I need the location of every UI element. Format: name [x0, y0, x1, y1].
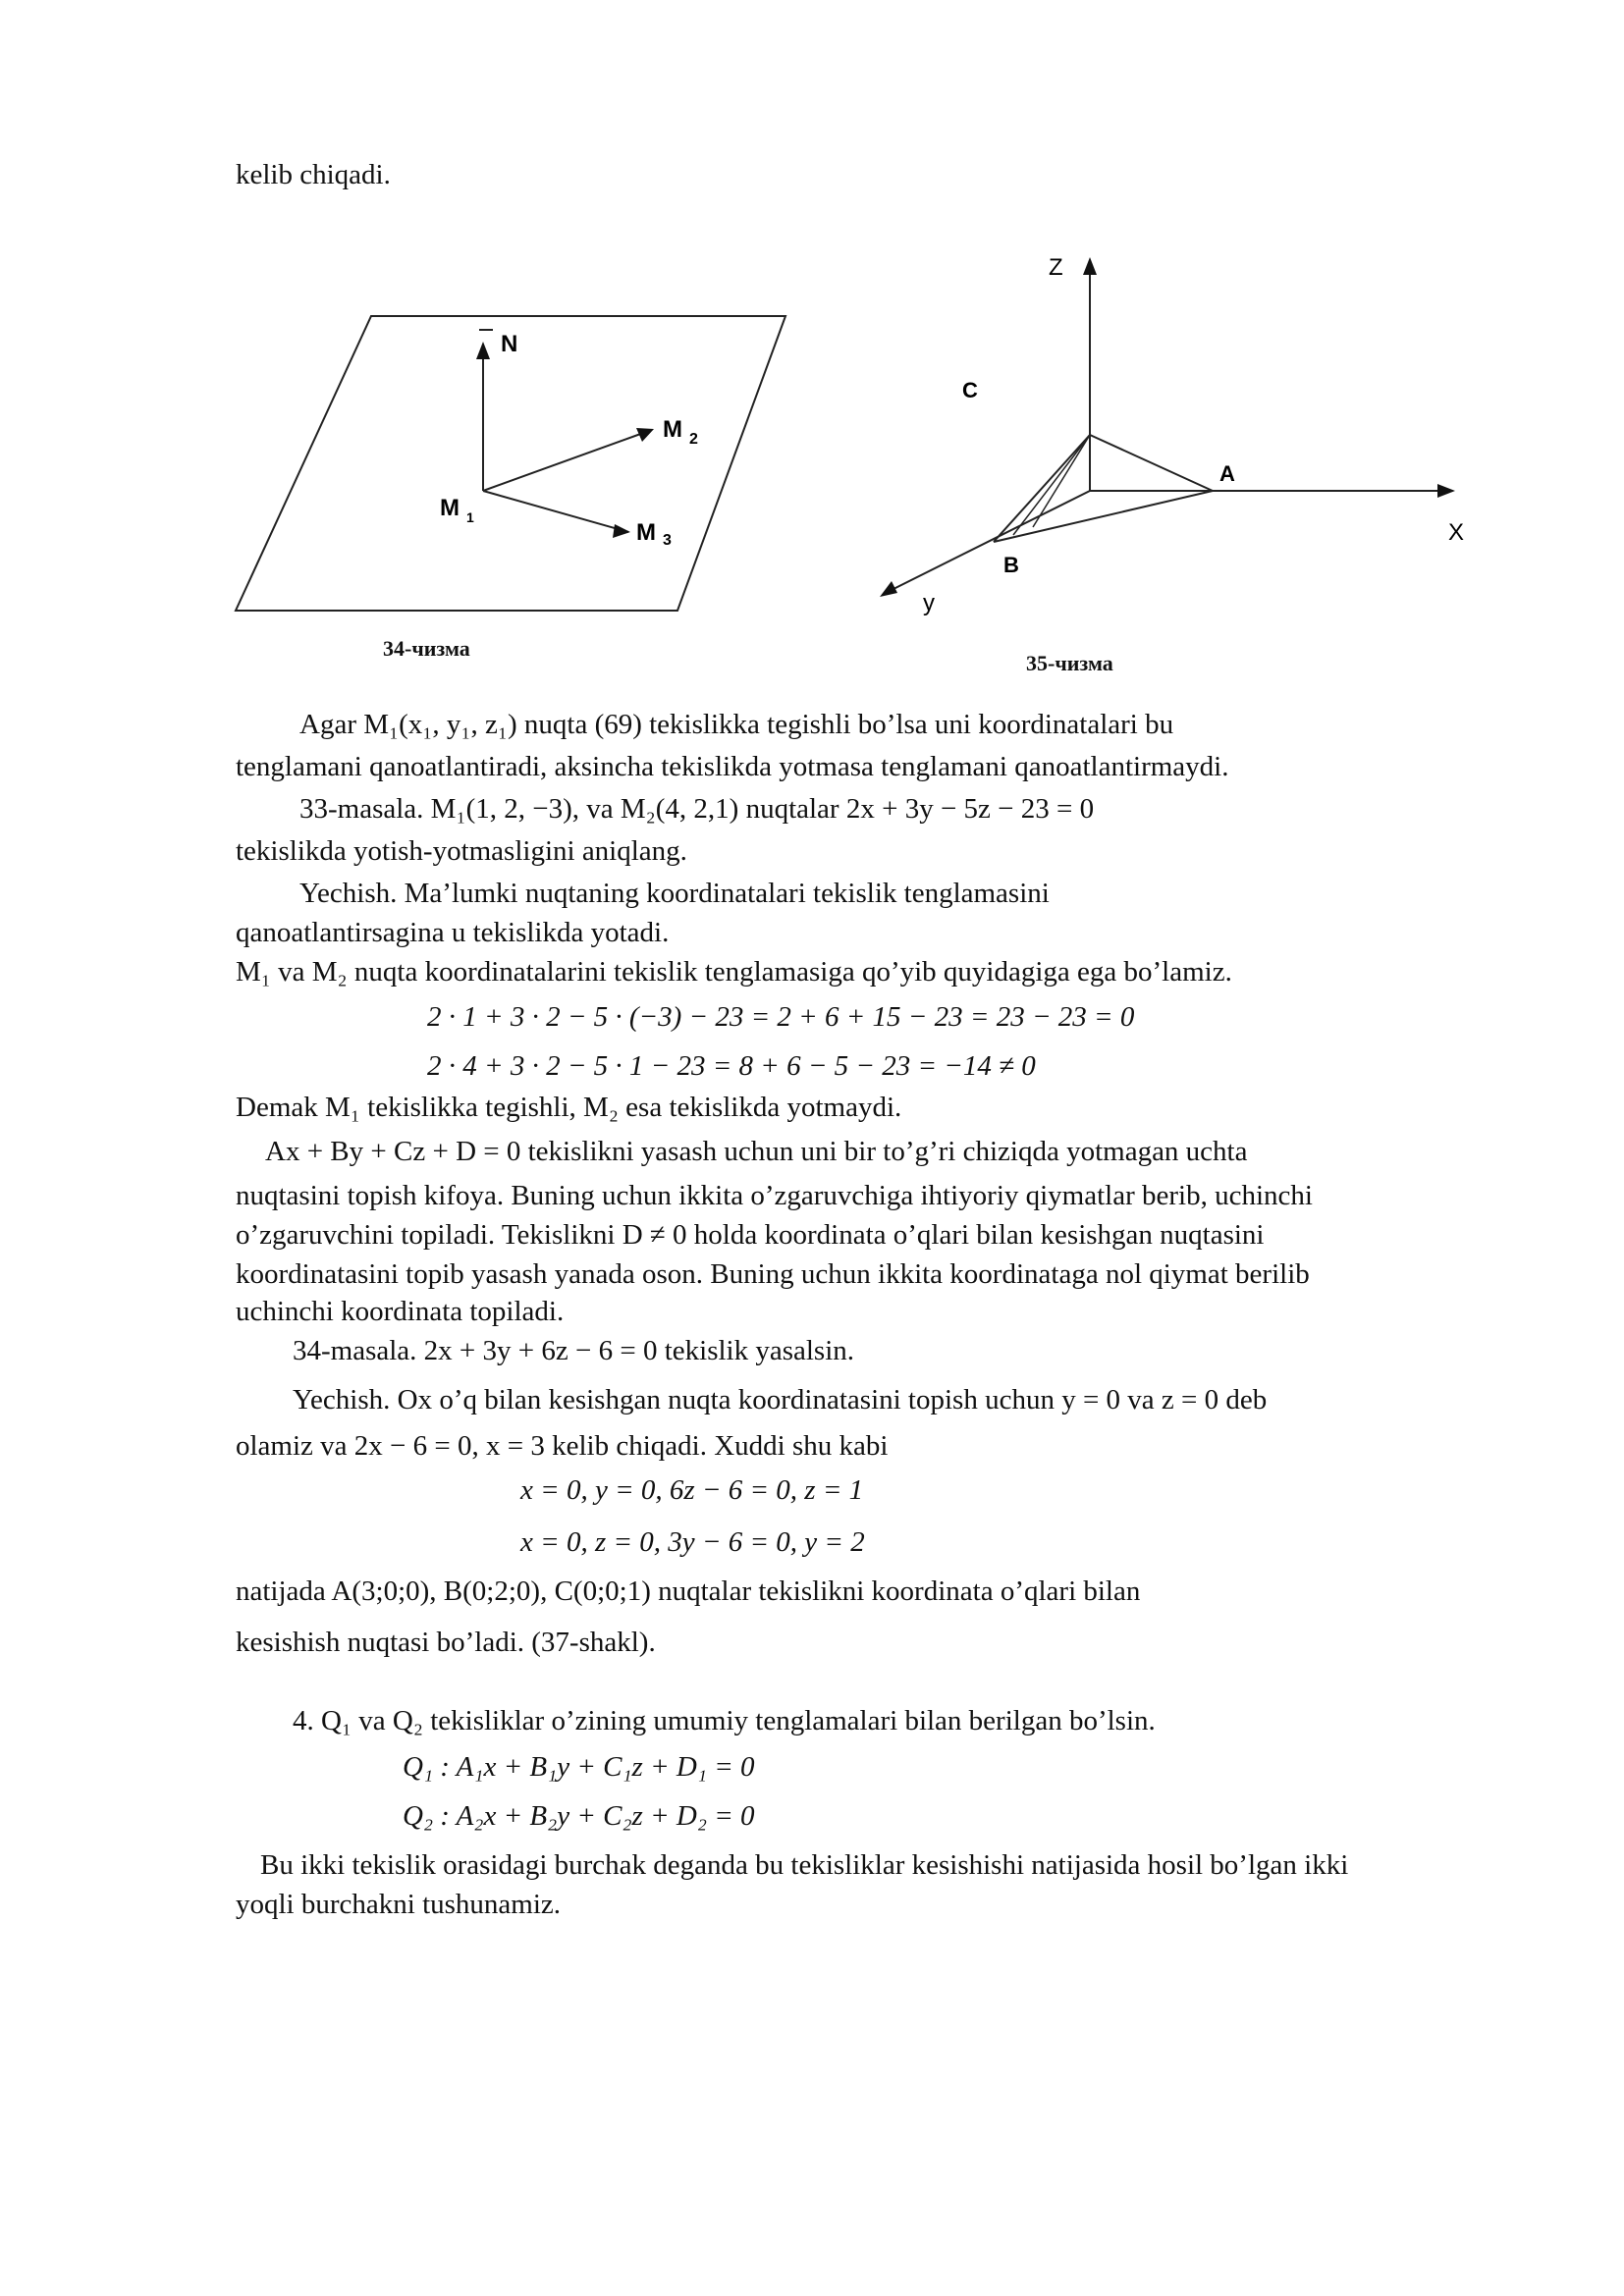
paragraph-2-line-4: koordinatasini topib yasash yanada oson. Buning uchun ikkita koordinataga nol qiymat berilib — [236, 1258, 1310, 1290]
solution-1-line-1: Yechish. Ma’lumki nuqtaning koordinatalari tekislik tenglamasini — [299, 878, 1050, 909]
vector-m1m2 — [483, 432, 646, 491]
svg-text:3: 3 — [663, 532, 672, 549]
x-label: X — [1448, 519, 1465, 546]
intersection-line: kesishish nuqtasi bo’ladi. (37-shakl). — [236, 1627, 656, 1658]
equation-3: x = 0, y = 0, 6z − 6 = 0, z = 1 — [520, 1474, 864, 1506]
c-label: C — [962, 378, 978, 402]
figure-35 — [864, 245, 1492, 628]
svg-text:1: 1 — [466, 509, 474, 525]
problem-33-line-2: tekislikda yotish-yotmasligini aniqlang. — [236, 835, 687, 867]
edge-ab — [994, 491, 1213, 542]
a-label: A — [1219, 461, 1235, 486]
solution-1-line-2: qanoatlantirsagina u tekislikda yotadi. — [236, 917, 670, 948]
solution-2-line-1: Yechish. Ox o’q bilan kesishgan nuqta koordinatasini topish uchun y = 0 va z = 0 deb — [293, 1384, 1268, 1415]
conclusion-line: Demak M₁ tekislikka tegishli, M₂ esa tekislikda yotmaydi. — [236, 1092, 902, 1123]
z-arrowhead — [1083, 257, 1097, 275]
solution-2-line-2: olamiz va 2x − 6 = 0, x = 3 kelib chiqadi. Xuddi shu kabi — [236, 1430, 889, 1462]
y-arrowhead — [880, 581, 897, 597]
result-line: natijada A(3;0;0), B(0;2;0), C(0;0;1) nuqtalar tekislikni koordinata o’qlari bilan — [236, 1575, 1141, 1607]
solution-1-line-3: M₁ va M₂ nuqta koordinatalarini tekislik tenglamasiga qo’yib quyidagiga ega bo’lamiz. — [236, 956, 1232, 988]
vector-m1m3 — [483, 491, 628, 532]
plane-parallelogram — [236, 316, 785, 611]
problem-33-line-1: 33-masala. M₁(1, 2, −3), va M₂(4, 2,1) nuqtalar 2x + 3y − 5z − 23 = 0 — [299, 793, 1095, 825]
b-label: B — [1003, 553, 1019, 577]
problem-34-line: 34-masala. 2x + 3y + 6z − 6 = 0 tekislik yasalsin. — [293, 1335, 855, 1366]
edge-cb — [994, 435, 1090, 542]
equation-2: 2 · 4 + 3 · 2 − 5 · 1 − 23 = 8 + 6 − 5 − 23 = −14 ≠ 0 — [427, 1050, 1036, 1082]
section-4-line: 4. Q₁ va Q₂ tekisliklar o’zining umumiy tenglamalari bilan berilgan bo’lsin. — [293, 1705, 1156, 1736]
y-axis — [890, 491, 1090, 591]
paragraph-3-line-1: Bu ikki tekislik orasidagi burchak deganda bu tekisliklar kesishishi natijasida hosil bo’lgan ikki — [260, 1849, 1349, 1881]
normal-arrowhead — [476, 342, 490, 359]
svg-text:2: 2 — [689, 431, 698, 448]
m1-label: M — [440, 495, 460, 521]
m3-arrowhead — [613, 524, 630, 538]
edge-cb-3 — [1033, 435, 1090, 527]
x-arrowhead — [1437, 484, 1455, 498]
intro-line: kelib chiqadi. — [236, 159, 391, 190]
figure-35-caption: 35-чизма — [1026, 651, 1113, 675]
m2-label: M — [663, 416, 682, 443]
edge-ca — [1090, 435, 1213, 491]
m3-label: M — [636, 519, 656, 546]
paragraph-3-line-2: yoqli burchakni tushunamiz. — [236, 1889, 562, 1920]
paragraph-1-line-2: tenglamani qanoatlantiradi, aksincha tekislikda yotmasa tenglamani qanoatlantirmaydi. — [236, 751, 1229, 782]
z-label: Z — [1049, 254, 1063, 281]
y-label: y — [923, 590, 935, 616]
edge-cb-2 — [1013, 435, 1090, 535]
figure-34 — [226, 304, 815, 667]
figure-34-caption: 34-чизма — [383, 636, 470, 661]
paragraph-2-line-1: Ax + By + Cz + D = 0 tekislikni yasash uchun uni bir to’g’ri chiziqda yotmagan uchta — [265, 1136, 1248, 1167]
plane-q2-equation: Q₂ : A₂x + B₂y + C₂z + D₂ = 0 — [403, 1800, 755, 1832]
equation-1: 2 · 1 + 3 · 2 − 5 · (−3) − 23 = 2 + 6 + 15 − 23 = 23 − 23 = 0 — [427, 1001, 1135, 1033]
plane-q1-equation: Q₁ : A₁x + B₁y + C₁z + D₁ = 0 — [403, 1751, 755, 1783]
paragraph-1-line-1: Agar M₁(x₁, y₁, z₁) nuqta (69) tekislikka tegishli bo’lsa uni koordinatalari bu — [299, 709, 1174, 740]
normal-label: N — [501, 331, 518, 357]
paragraph-2-line-2: nuqtasini topish kifoya. Buning uchun ikkita o’zgaruvchiga ihtiyoriy qiymatlar berib, uchinchi — [236, 1180, 1313, 1211]
paragraph-2-line-5: uchinchi koordinata topiladi. — [236, 1296, 565, 1327]
paragraph-2-line-3: o’zgaruvchini topiladi. Tekislikni D ≠ 0 holda koordinata o’qlari bilan kesishgan nuqtasini — [236, 1219, 1265, 1251]
equation-4: x = 0, z = 0, 3y − 6 = 0, y = 2 — [520, 1526, 865, 1558]
